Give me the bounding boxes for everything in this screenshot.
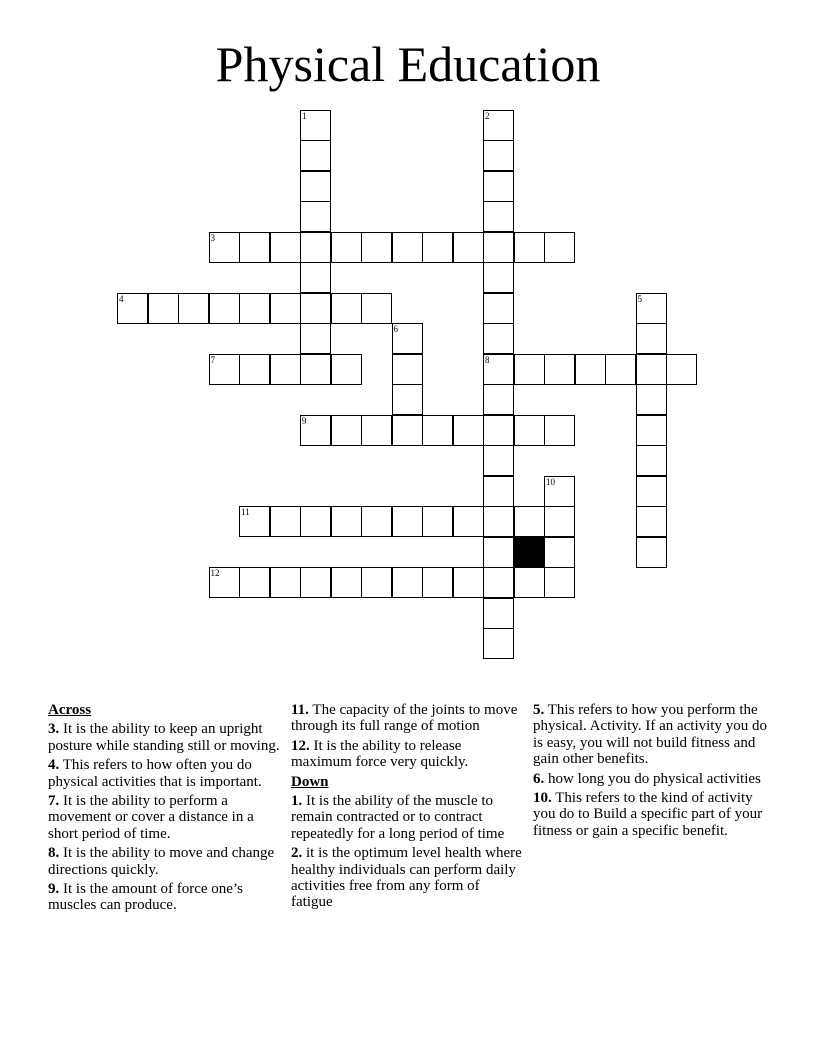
grid-cell[interactable] xyxy=(148,293,179,324)
grid-cell[interactable] xyxy=(483,201,514,232)
grid-cell[interactable] xyxy=(575,354,606,385)
grid-cell[interactable] xyxy=(544,476,575,507)
grid-cell[interactable] xyxy=(178,293,209,324)
grid-cell[interactable] xyxy=(209,232,240,263)
clues-column-1 xyxy=(48,702,280,917)
grid-cell[interactable] xyxy=(300,201,331,232)
grid-cell[interactable] xyxy=(483,354,514,385)
cell-number: 3 xyxy=(210,232,215,243)
grid-cell[interactable] xyxy=(483,262,514,293)
grid-cell[interactable] xyxy=(392,415,423,446)
grid-cell[interactable] xyxy=(483,598,514,629)
clue-number: 7. xyxy=(48,793,60,810)
across-clue xyxy=(48,793,280,842)
clue-number: 9. xyxy=(48,881,60,898)
grid-cell[interactable] xyxy=(453,415,484,446)
cell-number: 9 xyxy=(302,415,307,426)
down-clue xyxy=(291,793,523,842)
cell-number: 2 xyxy=(485,110,490,121)
across-clue xyxy=(48,757,280,790)
grid-cell[interactable] xyxy=(483,628,514,659)
clue-number: 4. xyxy=(48,757,60,774)
clue-text: The capacity of the joints to move through its full range of motion xyxy=(291,702,518,735)
grid-cell[interactable] xyxy=(209,354,240,385)
down-clue xyxy=(533,702,773,768)
grid-cell[interactable] xyxy=(636,354,667,385)
clue-text: It is the ability of the muscle to remain contracted or to contract repeatedly for a long period of time xyxy=(291,793,505,842)
grid-cell[interactable] xyxy=(331,415,362,446)
grid-cell[interactable] xyxy=(483,567,514,598)
grid-cell[interactable] xyxy=(392,506,423,537)
grid-cell[interactable] xyxy=(483,110,514,141)
cell-number: 6 xyxy=(393,324,398,334)
grid-cell[interactable] xyxy=(300,262,331,293)
grid-cell[interactable] xyxy=(514,415,545,446)
grid-cell[interactable] xyxy=(331,506,362,537)
cell-number: 4 xyxy=(119,293,124,304)
grid-cell[interactable] xyxy=(209,293,240,324)
grid-cell[interactable] xyxy=(117,293,148,324)
grid-cell[interactable] xyxy=(514,506,545,537)
down-heading: Down xyxy=(291,773,329,790)
grid-cell[interactable] xyxy=(300,232,331,263)
grid-cell[interactable] xyxy=(483,537,514,568)
clue-number: 6. xyxy=(533,770,545,787)
grid-cell[interactable] xyxy=(514,354,545,385)
grid-cell[interactable] xyxy=(636,476,667,507)
clue-number: 1. xyxy=(291,793,303,810)
clue-text: This refers to the kind of activity you do to Build a specific part of your fitness or gain a specific benefit. xyxy=(533,790,763,839)
clue-number: 11. xyxy=(291,702,309,718)
grid-cell[interactable] xyxy=(300,293,331,324)
grid-cell[interactable] xyxy=(666,354,697,385)
blocked-cell xyxy=(514,537,545,568)
grid-cell[interactable] xyxy=(636,384,667,415)
grid-cell[interactable] xyxy=(331,567,362,598)
grid-cell[interactable] xyxy=(514,232,545,263)
grid-cell[interactable] xyxy=(361,415,392,446)
clue-number: 3. xyxy=(48,721,60,738)
grid-cell[interactable] xyxy=(636,415,667,446)
down-clue xyxy=(291,845,523,911)
down-clue xyxy=(533,771,773,787)
clue-text: This refers to how often you do physical activities that is important. xyxy=(48,757,262,790)
grid-cell[interactable] xyxy=(422,415,453,446)
down-clue xyxy=(533,790,773,839)
grid-cell[interactable] xyxy=(239,232,270,263)
across-clue xyxy=(291,702,523,735)
grid-cell[interactable] xyxy=(483,445,514,476)
across-clue xyxy=(291,738,523,771)
grid-cell[interactable] xyxy=(483,476,514,507)
clue-text: This refers to how you perform the physical. Activity. If an activity you do is easy, you will not build fitness and gain other benefits. xyxy=(533,702,767,768)
grid-cell[interactable] xyxy=(300,323,331,354)
clue-text: how long you do physical activities xyxy=(548,770,761,787)
cell-number: 1 xyxy=(302,110,307,121)
grid-cell[interactable] xyxy=(544,506,575,537)
grid-cell[interactable] xyxy=(636,293,667,324)
grid-cell[interactable] xyxy=(605,354,636,385)
grid-cell[interactable] xyxy=(392,354,423,385)
grid-cell[interactable] xyxy=(239,506,270,537)
grid-cell[interactable] xyxy=(483,232,514,263)
grid-cell[interactable] xyxy=(270,354,301,385)
clue-text: It is the ability to release maximum force very quickly. xyxy=(291,737,469,771)
grid-cell[interactable] xyxy=(422,506,453,537)
grid-cell[interactable] xyxy=(361,506,392,537)
grid-cell[interactable] xyxy=(392,384,423,415)
grid-cell[interactable] xyxy=(361,232,392,263)
across-heading: Across xyxy=(48,702,92,718)
cell-number: 7 xyxy=(210,354,215,365)
cell-number: 5 xyxy=(637,293,642,304)
grid-cell[interactable] xyxy=(483,384,514,415)
clue-text: It is the ability to keep an upright posture while standing still or moving. xyxy=(48,721,280,754)
across-clue xyxy=(48,845,280,878)
grid-cell[interactable] xyxy=(300,110,331,141)
grid-cell[interactable] xyxy=(483,293,514,324)
grid-cell[interactable] xyxy=(392,323,423,354)
grid-cell[interactable] xyxy=(270,506,301,537)
cell-number: 11 xyxy=(241,507,250,517)
grid-cell[interactable] xyxy=(239,293,270,324)
grid-cell[interactable] xyxy=(483,506,514,537)
clue-text: It is the ability to move and change directions quickly. xyxy=(48,845,275,878)
grid-cell[interactable] xyxy=(453,506,484,537)
grid-cell[interactable] xyxy=(300,140,331,171)
grid-cell[interactable] xyxy=(544,537,575,568)
grid-cell[interactable] xyxy=(331,232,362,263)
grid-cell[interactable] xyxy=(544,354,575,385)
grid-cell[interactable] xyxy=(483,415,514,446)
clue-text: it is the optimum level health where healthy individuals can perform daily activities free from any form of fatigue xyxy=(291,845,522,911)
grid-cell[interactable] xyxy=(270,232,301,263)
across-clue xyxy=(48,881,280,914)
grid-cell[interactable] xyxy=(239,567,270,598)
grid-cell[interactable] xyxy=(483,323,514,354)
grid-cell[interactable] xyxy=(636,506,667,537)
clue-number: 12. xyxy=(291,737,310,754)
clue-number: 5. xyxy=(533,702,545,718)
grid-cell[interactable] xyxy=(453,567,484,598)
grid-cell[interactable] xyxy=(300,506,331,537)
cell-number: 12 xyxy=(210,568,220,578)
grid-cell[interactable] xyxy=(544,567,575,598)
clue-text: It is the ability to perform a movement or cover a distance in a short period of time. xyxy=(48,793,254,842)
cell-number: 8 xyxy=(485,354,490,365)
grid-cell[interactable] xyxy=(361,567,392,598)
grid-cell[interactable] xyxy=(514,567,545,598)
grid-cell[interactable] xyxy=(300,354,331,385)
grid-cell[interactable] xyxy=(544,232,575,263)
grid-cell[interactable] xyxy=(483,171,514,202)
grid-cell[interactable] xyxy=(270,567,301,598)
grid-cell[interactable] xyxy=(270,293,301,324)
grid-cell[interactable] xyxy=(392,232,423,263)
grid-cell[interactable] xyxy=(300,415,331,446)
page-title: Physical Education xyxy=(215,36,601,92)
grid-cell[interactable] xyxy=(392,567,423,598)
grid-cell[interactable] xyxy=(209,567,240,598)
grid-cell[interactable] xyxy=(300,171,331,202)
grid-cell[interactable] xyxy=(453,232,484,263)
grid-cell[interactable] xyxy=(331,293,362,324)
grid-cell[interactable] xyxy=(636,537,667,568)
grid-cell[interactable] xyxy=(544,415,575,446)
grid-cell[interactable] xyxy=(300,567,331,598)
grid-cell[interactable] xyxy=(483,140,514,171)
grid-cell[interactable] xyxy=(331,354,362,385)
clue-text: It is the amount of force one’s muscles can produce. xyxy=(48,881,243,914)
grid-cell[interactable] xyxy=(636,323,667,354)
grid-cell[interactable] xyxy=(636,445,667,476)
grid-cell[interactable] xyxy=(422,232,453,263)
clue-number: 10. xyxy=(533,790,552,807)
across-clue xyxy=(48,721,280,754)
grid-cell[interactable] xyxy=(422,567,453,598)
clues-column-2 xyxy=(291,702,523,914)
grid-cell[interactable] xyxy=(239,354,270,385)
clue-number: 8. xyxy=(48,845,60,862)
cell-number: 10 xyxy=(546,476,555,487)
clue-number: 2. xyxy=(291,845,303,862)
grid-cell[interactable] xyxy=(361,293,392,324)
clues-column-3 xyxy=(533,702,773,842)
